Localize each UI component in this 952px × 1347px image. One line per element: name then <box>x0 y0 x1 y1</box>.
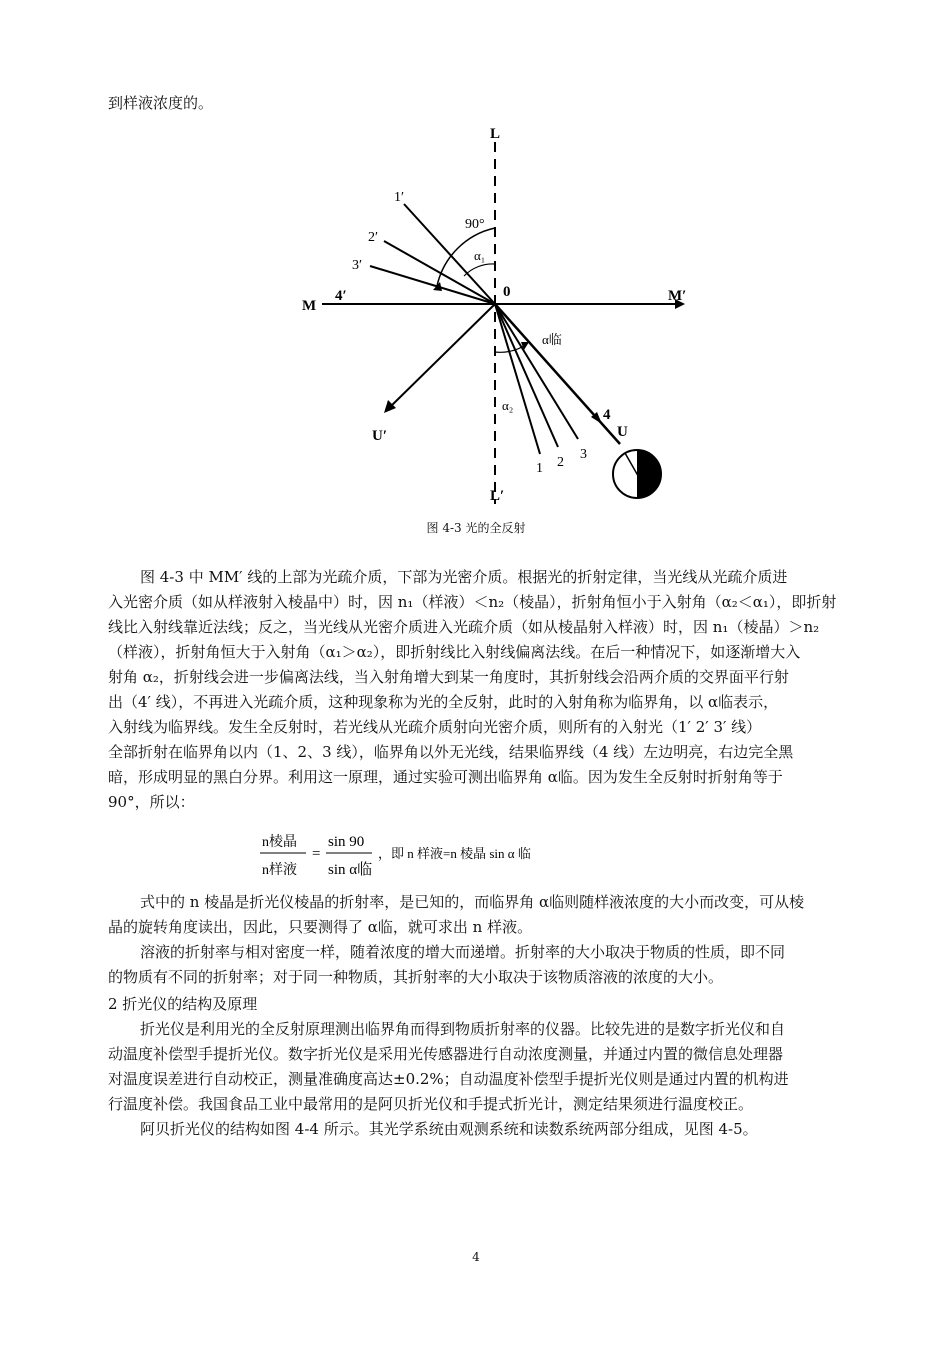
label-3: 3 <box>580 447 587 462</box>
label-M: M <box>302 298 317 314</box>
formula-lhs-num: n棱晶 <box>262 835 297 850</box>
page-number: 4 <box>472 1250 480 1264</box>
ray-1 <box>495 304 540 454</box>
formula-eq: = <box>312 846 321 862</box>
ray-3 <box>495 304 578 439</box>
label-M-prime: M′ <box>668 288 687 304</box>
p1-line: 暗，形成明显的黑白分界。利用这一原理，通过实验可测出临界角 α临。因为发生全反射时折射角等于 <box>108 768 783 786</box>
p1-line: 图 4-3 中 MM′ 线的上部为光疏介质，下部为光密介质。根据光的折射定律，当光线从光疏介质进 <box>140 568 788 586</box>
p1-line: 入光密介质（如从样液射入棱晶中）时，因 n₁（样液）＜n₂（棱晶），折射角恒小于入射角（α₂＜α₁），即折射 <box>108 593 837 611</box>
formula-rhs-num: sin 90 <box>328 834 365 850</box>
section-heading: 2 折光仪的结构及原理 <box>108 995 258 1013</box>
p1-line: 90°，所以： <box>108 793 195 811</box>
arc-90 <box>437 228 495 286</box>
label-L: L <box>490 126 501 142</box>
p2-line: 晶的旋转角度读出，因此，只要测得了 α临，就可求出 n 样液。 <box>108 918 533 936</box>
p4-line: 折光仪是利用光的全反射原理测出临界角而得到物质折射率的仪器。比较先进的是数字折光仪和自 <box>140 1020 786 1038</box>
label-3-prime: 3′ <box>352 258 363 273</box>
label-U: U <box>617 424 628 440</box>
critical-angle-formula <box>260 826 660 882</box>
formula-lhs-den: n样液 <box>262 863 297 878</box>
label-O: 0 <box>503 284 511 300</box>
ray-2 <box>495 304 558 447</box>
p3-line: 溶液的折射率与相对密度一样，随着浓度的增大而递增。折射率的大小取决于物质的性质，即不同 <box>140 943 786 961</box>
label-alpha-crit: α临 <box>542 332 562 347</box>
label-90: 90° <box>465 217 485 232</box>
p5-line: 阿贝折光仪的结构如图 4-4 所示。其光学系统由观测系统和读数系统两部分组成，见图 4-5。 <box>140 1120 758 1138</box>
p2-line: 式中的 n 棱晶是折光仪棱晶的折射率，是已知的，而临界角 α临则随样液浓度的大小而改变，可从棱 <box>140 893 805 911</box>
p1-line: 射角 α₂，折射线会进一步偏离法线，当入射角增大到某一角度时，其折射线会沿两介质的交界面平行射 <box>108 668 789 686</box>
label-L-prime: L′ <box>490 488 505 504</box>
formula-rhs-den: sin α临 <box>328 862 373 878</box>
label-alpha2: α₂ <box>502 398 514 413</box>
label-4-prime: 4′ <box>335 288 347 304</box>
label-2: 2 <box>557 455 564 470</box>
ray-3-prime <box>370 266 495 304</box>
p4-line: 动温度补偿型手提折光仪。数字折光仪是采用光传感器进行自动浓度测量，并通过内置的微信息处理器 <box>108 1045 784 1063</box>
formula-tail: ，即 n 样液=n 棱晶 sin α 临 <box>378 846 531 861</box>
p1-line: 线比入射线靠近法线；反之，当光线从光密介质进入光疏介质（如从棱晶射入样液）时，因 n₁（棱晶）＞n₂ <box>108 618 820 636</box>
label-1: 1 <box>536 461 543 476</box>
label-alpha1: α₁ <box>474 248 486 263</box>
ray-u-prime <box>388 304 495 409</box>
figure-caption: 图 4-3 光的全反射 <box>426 521 526 535</box>
label-4: 4 <box>603 407 611 423</box>
p3-line: 的物质有不同的折射率；对于同一种物质，其折射率的大小取决于该物质溶液的浓度的大小。 <box>108 968 724 986</box>
p1-line: 出（4′ 线），不再进入光疏介质，这种现象称为光的全反射，此时的入射角称为临界角，以 α临表示， <box>108 693 779 711</box>
p1-line: 入射线为临界线。发生全反射时，若光线从光疏介质射向光密介质，则所有的入射光（1′ 2′ 3′ 线） <box>108 718 762 736</box>
p4-line: 行温度补偿。我国食品工业中最常用的是阿贝折光仪和手提式折光计，测定结果须进行温度校正。 <box>108 1095 754 1113</box>
label-1-prime: 1′ <box>394 190 405 205</box>
intro-text: 到样液浓度的。 <box>108 94 214 112</box>
label-U-prime: U′ <box>372 428 388 444</box>
label-2-prime: 2′ <box>368 230 379 245</box>
total-reflection-diagram <box>280 124 700 514</box>
p4-line: 对温度误差进行自动校正，测量准确度高达±0.2%；自动温度补偿型手提折光仪则是通过内置的机构进 <box>108 1070 789 1088</box>
p1-line: （样液），折射角恒大于入射角（α₁＞α₂），即折射线比入射线偏离法线。在后一种情况下，如逐渐增大入 <box>108 643 801 661</box>
p1-line: 全部折射在临界角以内（1、2、3 线），临界角以外无光线，结果临界线（4 线）左边明亮，右边完全黑 <box>108 743 794 761</box>
